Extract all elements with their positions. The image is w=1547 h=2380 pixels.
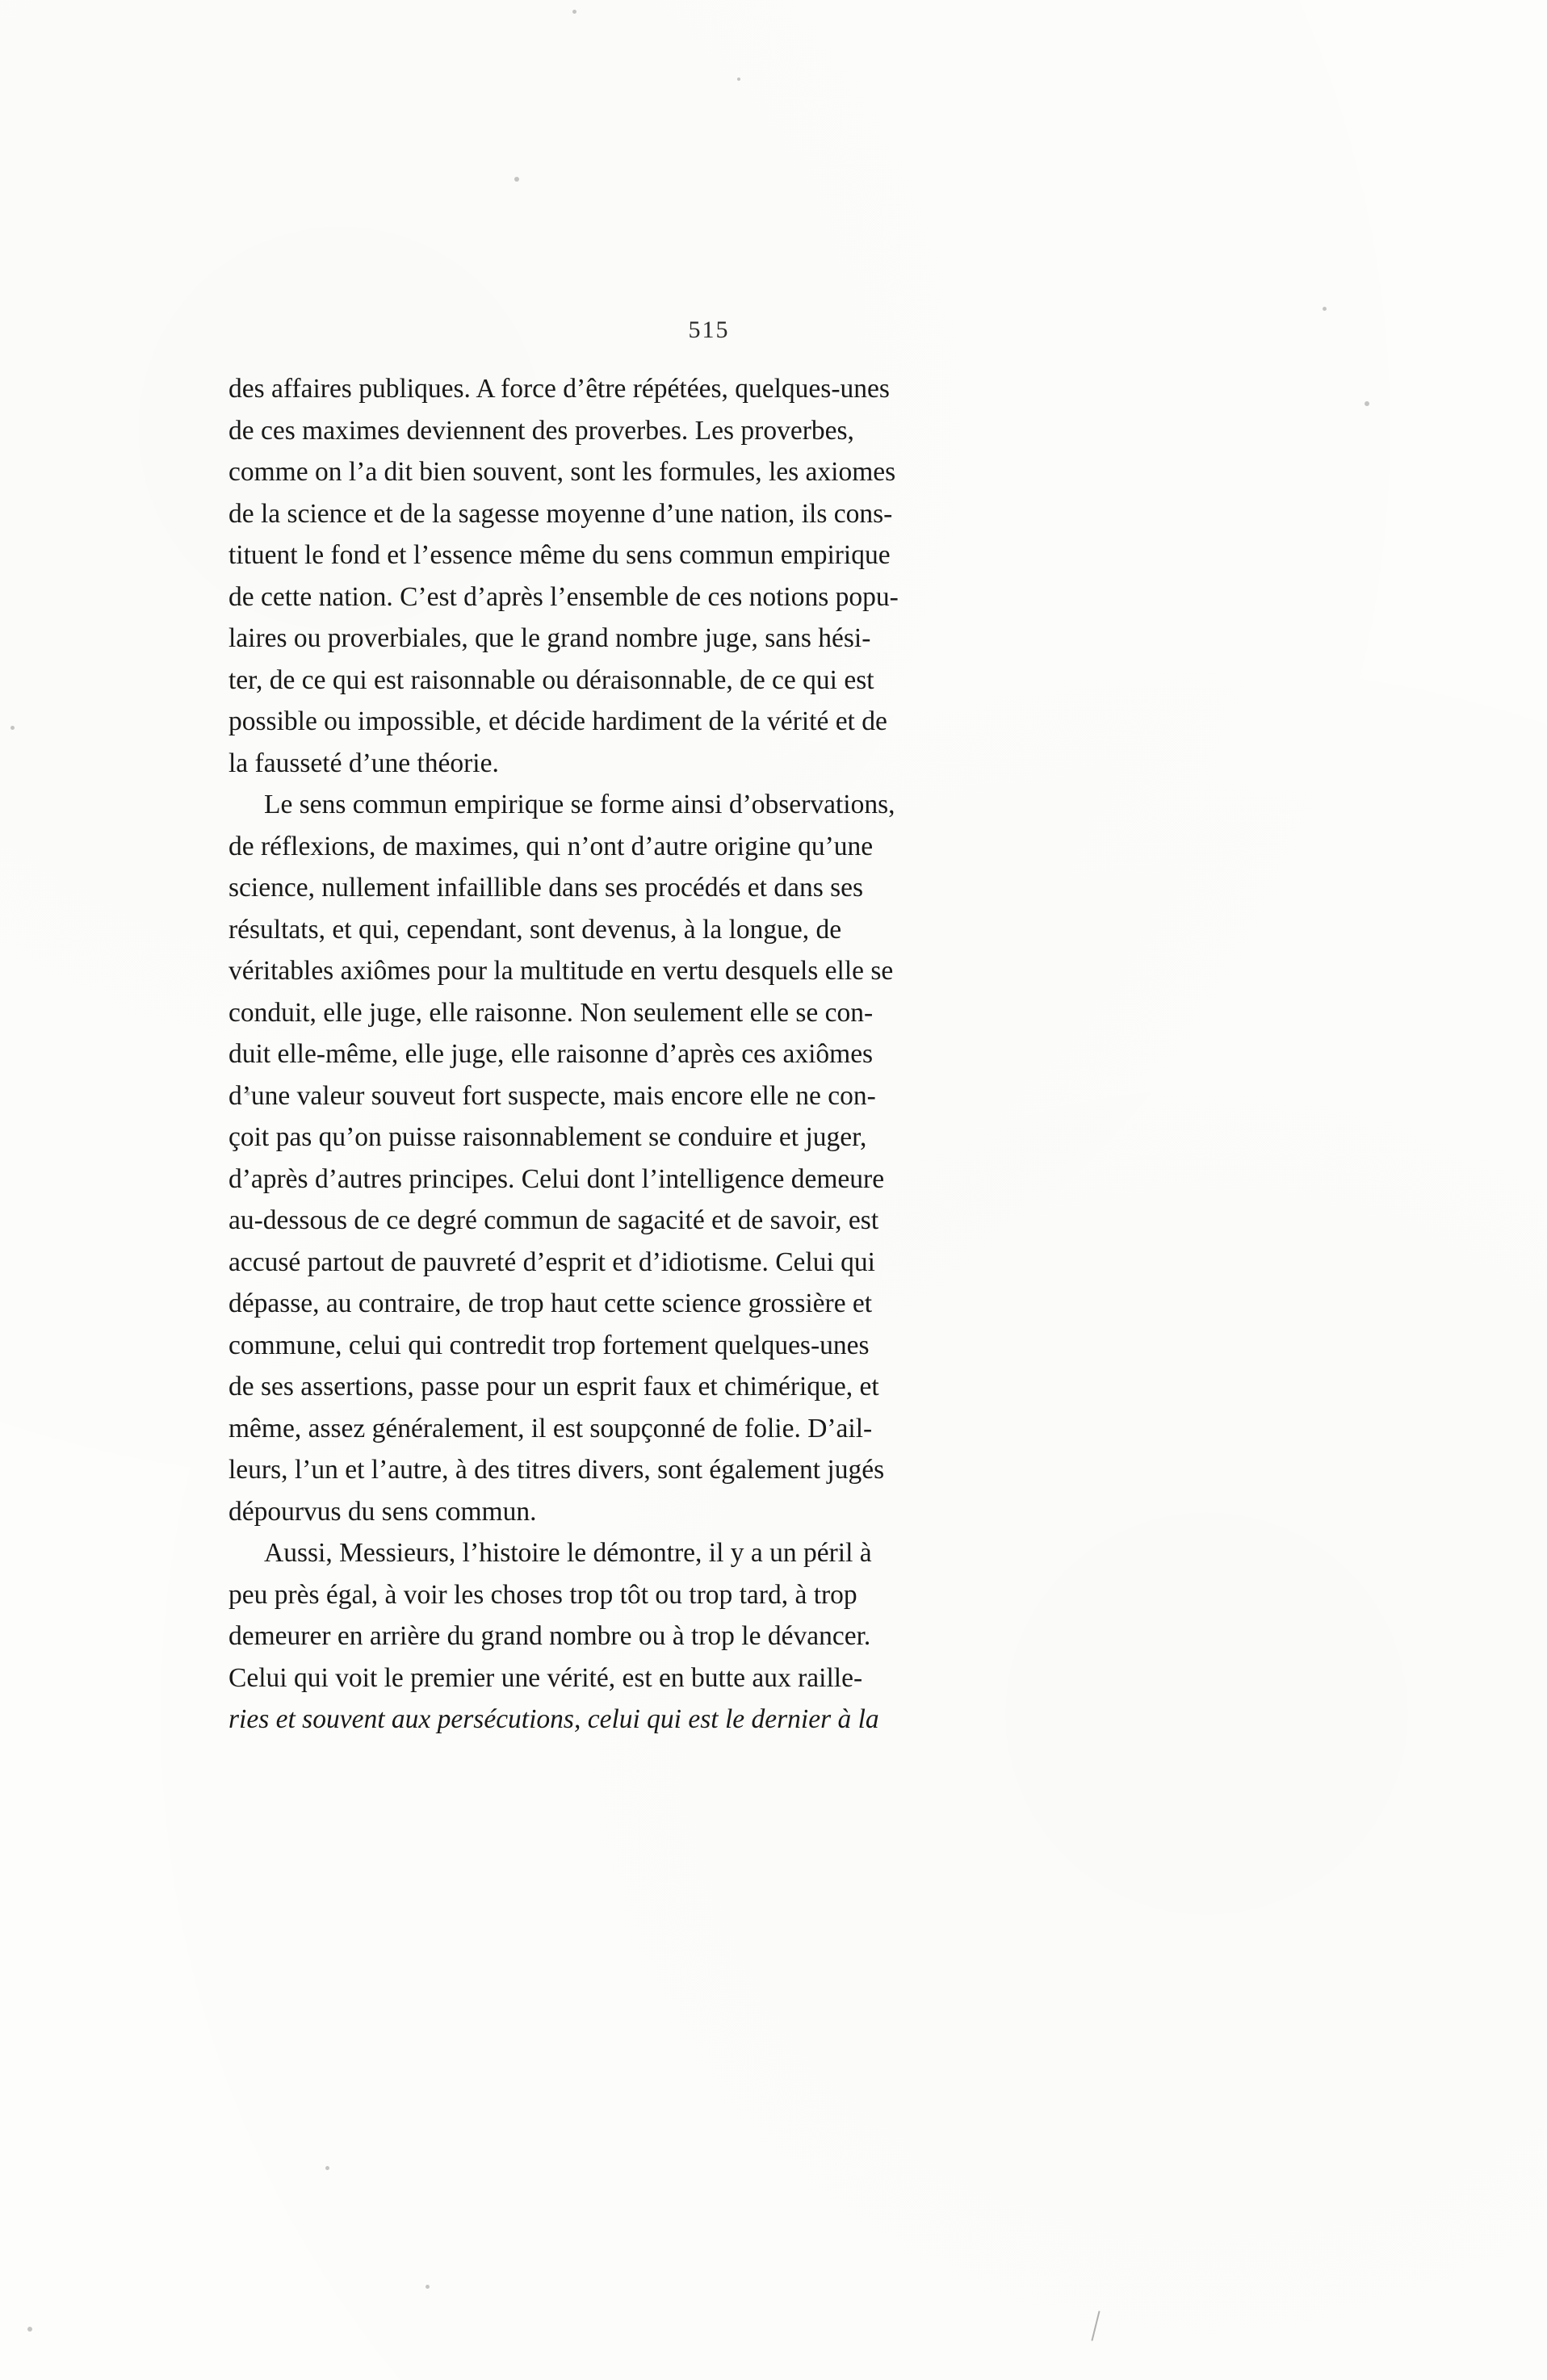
text-line: ter, de ce qui est raisonnable ou déraisonnable, de ce qui est [228,664,874,695]
scan-speck [27,2327,32,2332]
text-line: de la science et de la sagesse moyenne d’une nation, ils cons- [228,498,893,529]
paragraph-3 [228,1532,1189,1741]
text-line: des affaires publiques. A force d’être répétées, quelques-unes [228,374,890,404]
text-line: ries et souvent aux persécutions, celui qui est le dernier à la [228,1704,879,1734]
text-line: accusé partout de pauvreté d’esprit et d’idiotisme. Celui qui [228,1247,875,1277]
text-line: Celui qui voit le premier une vérité, est en butte aux raille- [228,1662,863,1693]
text-line: duit elle-même, elle juge, elle raisonne d’après ces axiômes [228,1039,874,1069]
scan-speck [1323,307,1327,311]
text-line: comme on l’a dit bien souvent, sont les formules, les axiomes [228,457,896,487]
text-line: commune, celui qui contredit trop fortement quelques-unes [228,1330,870,1360]
text-column [228,315,1189,1741]
text-line: Le sens commun empirique se forme ainsi d’observations, [264,790,895,819]
text-line: de réflexions, de maximes, qui n’ont d’autre origine qu’une [228,831,874,861]
text-line: la fausseté d’une théorie. [228,748,499,778]
text-line: tituent le fond et l’essence même du sens commun empirique [228,540,891,570]
text-line: peu près égal, à voir les choses trop tôt ou trop tard, à trop [228,1579,857,1610]
scan-speck [1365,401,1369,406]
text-line: possible ou impossible, et décide hardiment de la vérité et de [228,706,887,736]
text-line: de ces maximes deviennent des proverbes. Les proverbes, [228,415,854,446]
text-line: conduit, elle juge, elle raisonne. Non seulement elle se con- [228,997,874,1028]
text-line: science, nullement infaillible dans ses procédés et dans ses [228,873,864,903]
scan-speck [572,10,576,14]
scan-speck [737,78,740,81]
text-line: véritables axiômes pour la multitude en vertu desquels elle se [228,956,894,986]
text-line: çoit pas qu’on puisse raisonnablement se conduire et juger, [228,1122,867,1152]
scan-speck [325,2166,329,2170]
text-line: d’après d’autres principes. Celui dont l’intelligence demeure [228,1163,885,1194]
text-line: de cette nation. C’est d’après l’ensemble de ces notions popu- [228,581,899,612]
text-line: laires ou proverbiales, que le grand nombre juge, sans hési- [228,623,871,653]
text-line: Aussi, Messieurs, l’histoire le démontre, il y a un péril à [264,1538,872,1568]
text-line: dépasse, au contraire, de trop haut cette science grossière et [228,1288,873,1318]
paragraph-2 [228,784,1189,1532]
text-line: demeurer en arrière du grand nombre ou à trop le dévancer. [228,1621,871,1651]
page-number: 515 [688,316,730,343]
text-line: même, assez généralement, il est soupçonné de folie. D’ail- [228,1413,873,1444]
text-line: résultats, et qui, cependant, sont devenus, à la longue, de [228,914,842,945]
document-body [228,368,1189,1741]
text-line: d’une valeur souveut fort suspecte, mais encore elle ne con- [228,1080,876,1111]
text-line: au-dessous de ce degré commun de sagacité et de savoir, est [228,1205,879,1235]
text-line: dépourvus du sens commun. [228,1496,537,1527]
text-line: leurs, l’un et l’autre, à des titres divers, sont également jugés [228,1455,885,1485]
scan-speck [10,726,15,730]
scan-speck [426,2285,430,2289]
text-line: de ses assertions, passe pour un esprit faux et chimérique, et [228,1372,879,1402]
paragraph-1 [228,368,1189,784]
scan-speck [514,177,519,182]
